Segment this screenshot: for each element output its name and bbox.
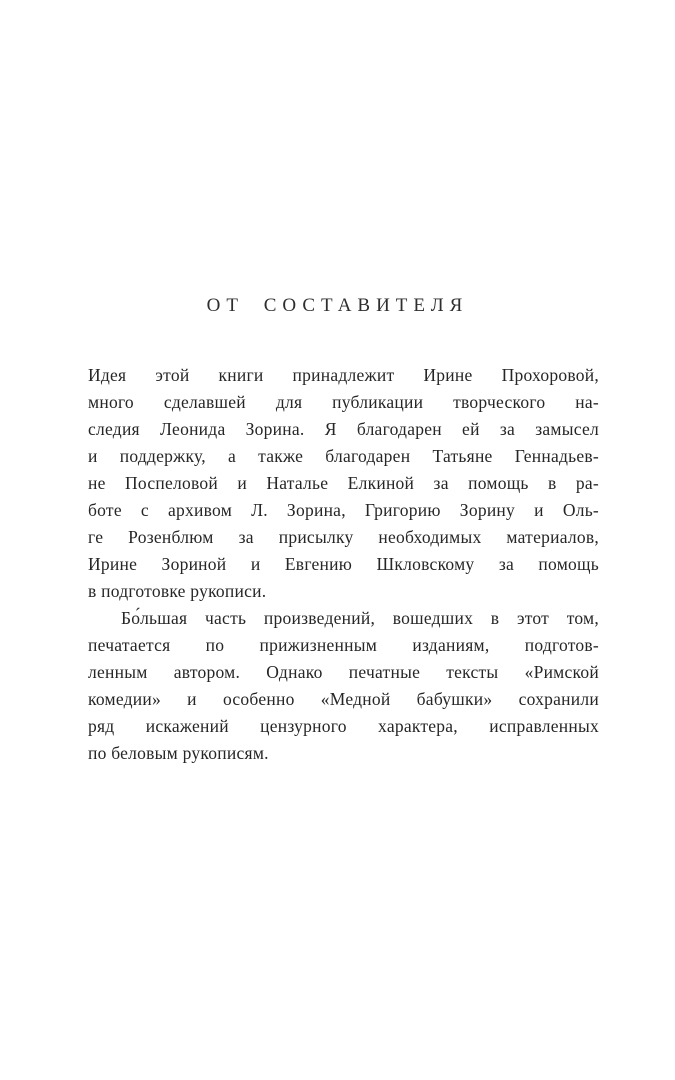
- paragraph: [88, 362, 599, 605]
- text-line: ряд искажений цензурного характера, исправленных: [88, 716, 599, 736]
- text-line: Бо́льшая часть произведений, вошедших в этот том,: [121, 608, 599, 628]
- text-line: много сделавшей для публикации творческого на-: [88, 392, 599, 412]
- body-text: [88, 362, 599, 767]
- text-line: боте с архивом Л. Зорина, Григорию Зорину и Оль-: [88, 500, 599, 520]
- chapter-title: ОТ СОСТАВИТЕЛЯ: [206, 295, 469, 316]
- text-line: ге Розенблюм за присылку необходимых материалов,: [88, 527, 599, 547]
- text-line: ленным автором. Однако печатные тексты «Римской: [88, 662, 599, 682]
- text-line: печатается по прижизненным изданиям, подготов-: [88, 635, 599, 655]
- text-line: следия Леонида Зорина. Я благодарен ей за замысел: [88, 419, 599, 439]
- text-line: и поддержку, а также благодарен Татьяне Геннадьев-: [88, 446, 599, 466]
- text-line: в подготовке рукописи.: [88, 581, 267, 601]
- text-line: комедии» и особенно «Медной бабушки» сохранили: [88, 689, 599, 709]
- text-line: не Поспеловой и Наталье Елкиной за помощь в ра-: [88, 473, 599, 493]
- text-line: по беловым рукописям.: [88, 743, 269, 763]
- text-line: Идея этой книги принадлежит Ирине Прохоровой,: [88, 365, 599, 385]
- text-line: Ирине Зориной и Евгению Шкловскому за помощь: [88, 554, 599, 574]
- paragraph: [88, 605, 599, 767]
